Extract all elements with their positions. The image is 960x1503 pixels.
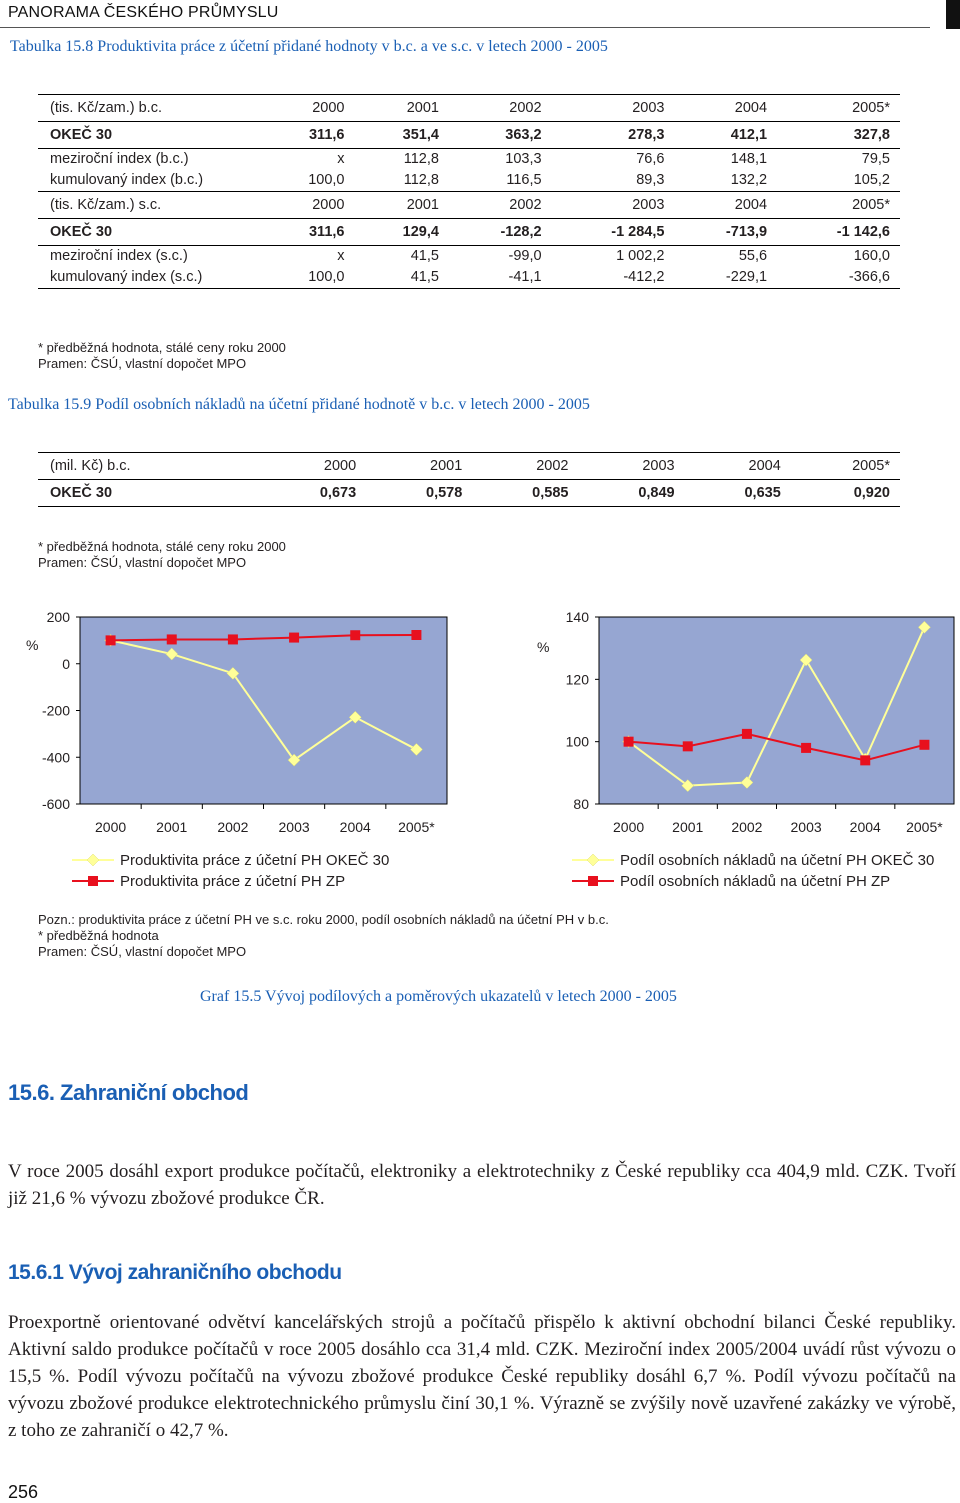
table1-note: * předběžná hodnota, stálé ceny roku 2000	[38, 340, 286, 355]
table-cell: 2003	[552, 192, 675, 219]
table-cell: 0,635	[685, 480, 791, 507]
table-cell: 0,585	[472, 480, 578, 507]
table-cell: 2004	[674, 192, 777, 219]
y-axis-label: %	[537, 639, 550, 655]
table-row	[38, 122, 900, 149]
table2-note: * předběžná hodnota, stálé ceny roku 2000	[38, 539, 286, 554]
x-tick-label: 2004	[339, 819, 371, 835]
table-row	[38, 192, 900, 219]
table-cell: 2005*	[791, 453, 900, 480]
table-row	[38, 219, 900, 246]
table2-caption: Tabulka 15.9 Podíl osobních nákladů na účetní přidané hodnotě v b.c. v letech 2000 - 2005	[8, 396, 590, 413]
row-label: (tis. Kč/zam.) b.c.	[38, 95, 260, 122]
table-cell: 2003	[552, 95, 675, 122]
table-cell: 2004	[685, 453, 791, 480]
row-label: kumulovaný index (b.c.)	[38, 170, 260, 192]
table-row	[38, 149, 900, 171]
row-label: (mil. Kč) b.c.	[38, 453, 260, 480]
table-cell: 112,8	[403, 151, 439, 167]
data-point	[683, 741, 693, 751]
table-cell: 2001	[354, 95, 448, 122]
subsection-paragraph: Proexportně orientované odvětví kancelářských strojů a počítačů přispělo k aktivní obchodní bilanci České republiky. Aktivní saldo produkce počítačů v roce 2005 dosáhlo cca 31,4 mld. CZK. Meziroční index 2005/2004 uvádí růst vývozu o 15,5 %. Podíl vývozu počítačů na vývozu zbožové produkce České republiky dosáhl 6,7 %. Podíl vývozu počítačů na vývozu zbožové produkce elektrotechnického průmyslu činí 30,1 %. Výrazně se zvýšily nově uzavřené zakázky ve výrobě, z toho ze zahraničí o 42,7 %.	[8, 1312, 956, 1441]
table2	[38, 452, 900, 507]
table-row	[38, 95, 900, 122]
legend-label: Podíl osobních nákladů na účetní PH OKEČ 30	[620, 852, 935, 869]
table-cell: -128,2	[449, 219, 552, 246]
table-cell: 2002	[449, 192, 552, 219]
table-cell: 351,4	[354, 122, 448, 149]
y-tick-label: 140	[565, 609, 589, 625]
table-cell: 2001	[366, 453, 472, 480]
table-cell: 2004	[674, 95, 777, 122]
data-point	[167, 634, 177, 644]
table-cell: 112,8	[354, 170, 448, 192]
table-cell: 116,5	[449, 170, 552, 192]
legend-label: Produktivita práce z účetní PH OKEČ 30	[120, 852, 390, 869]
table-cell: 41,5	[410, 248, 439, 264]
table1-source: Pramen: ČSÚ, vlastní dopočet MPO	[38, 356, 247, 371]
chart-note-prelim: * předběžná hodnota	[38, 928, 159, 943]
x-tick-label: 2005*	[906, 819, 943, 835]
y-axis-label: %	[26, 637, 39, 653]
legend-label: Podíl osobních nákladů na účetní PH ZP	[620, 873, 891, 890]
legend-label: Produktivita práce z účetní PH ZP	[120, 873, 346, 890]
section-heading: 15.6. Zahraniční obchod	[8, 1080, 249, 1105]
row-label: meziroční index (b.c.)	[50, 151, 189, 167]
y-tick-label: 80	[573, 796, 589, 812]
table-cell: 103,3	[505, 151, 542, 167]
table-cell: 55,6	[738, 248, 768, 264]
page-number: 256	[8, 1482, 39, 1502]
data-point	[624, 737, 634, 747]
table-cell: 89,3	[552, 170, 675, 192]
table-cell: -229,1	[674, 267, 777, 289]
row-label: kumulovaný index (s.c.)	[38, 267, 260, 289]
section-paragraph: V roce 2005 dosáhl export produkce počítačů, elektroniky a elektrotechniky z České republiky cca 404,9 mld. CZK. Tvoří již 21,6 % vývozu zbožové produkce ČR.	[8, 1161, 956, 1209]
table-cell: -713,9	[674, 219, 777, 246]
table-cell: -366,6	[777, 267, 900, 289]
row-label: OKEČ 30	[38, 480, 260, 507]
chart-source: Pramen: ČSÚ, vlastní dopočet MPO	[38, 944, 247, 959]
graf-caption: Graf 15.5 Vývoj podílových a poměrových ukazatelů v letech 2000 - 2005	[200, 988, 677, 1005]
table-cell: 2003	[578, 453, 684, 480]
table-cell: 2002	[472, 453, 578, 480]
table-cell: 0,920	[791, 480, 900, 507]
table-cell: 105,2	[777, 170, 900, 192]
table-row	[38, 453, 900, 480]
x-tick-label: 2003	[278, 819, 310, 835]
plot-area	[599, 617, 954, 804]
table-cell: 311,6	[260, 219, 354, 246]
x-tick-label: 2003	[790, 819, 822, 835]
table-row	[38, 170, 900, 192]
table-cell: x	[337, 151, 345, 167]
y-tick-label: 0	[62, 655, 70, 672]
table-cell: 2002	[449, 95, 552, 122]
table-cell: 76,6	[636, 151, 665, 167]
table-cell: 0,578	[366, 480, 472, 507]
table-cell: 132,2	[674, 170, 777, 192]
header-rule	[0, 27, 930, 28]
table-cell: -41,1	[449, 267, 552, 289]
table2-source: Pramen: ČSÚ, vlastní dopočet MPO	[38, 555, 247, 570]
table-cell: 1 002,2	[616, 248, 665, 264]
y-tick-label: 120	[565, 671, 589, 688]
data-point	[228, 634, 238, 644]
chart-productivity	[0, 600, 480, 900]
page-header-title: PANORAMA ČESKÉHO PRŮMYSLU	[8, 4, 279, 21]
table-cell: 412,1	[674, 122, 777, 149]
table-cell: 278,3	[552, 122, 675, 149]
table-cell: -1 284,5	[552, 219, 675, 246]
table-cell: 129,4	[354, 219, 448, 246]
table-row	[38, 246, 900, 268]
table-cell: 2000	[260, 192, 354, 219]
legend-marker	[587, 854, 599, 866]
table-cell: 2005*	[777, 192, 900, 219]
legend-marker	[87, 854, 99, 866]
table-cell: 363,2	[449, 122, 552, 149]
y-tick-label: -400	[41, 749, 70, 766]
x-tick-label: 2002	[731, 819, 763, 835]
y-tick-label: -200	[41, 702, 70, 719]
data-point	[411, 630, 421, 640]
x-tick-label: 2000	[95, 819, 127, 835]
table-cell: 311,6	[260, 122, 354, 149]
data-point	[350, 630, 360, 640]
y-tick-label: 100	[565, 733, 589, 750]
data-point	[742, 729, 752, 739]
data-point	[801, 743, 811, 753]
header-tab-marker	[946, 0, 960, 29]
table-cell: 327,8	[777, 122, 900, 149]
y-tick-label: -600	[41, 796, 70, 812]
table-cell: 41,5	[354, 267, 448, 289]
legend-marker	[88, 876, 98, 886]
table-cell: 100,0	[260, 170, 354, 192]
row-label: OKEČ 30	[38, 122, 260, 149]
y-tick-label: 200	[46, 609, 70, 625]
table-cell: 148,1	[730, 151, 768, 167]
table-cell: 2000	[260, 95, 354, 122]
table-cell: 2001	[354, 192, 448, 219]
x-tick-label: 2000	[613, 819, 645, 835]
table-cell: -99,0	[508, 248, 542, 264]
x-tick-label: 2001	[672, 819, 704, 835]
data-point	[289, 633, 299, 643]
x-tick-label: 2005*	[398, 819, 435, 835]
chart-note: Pozn.: produktivita práce z účetní PH ve s.c. roku 2000, podíl osobních nákladů na účetní PH v b.c.	[38, 912, 609, 927]
table-cell: 160,0	[853, 248, 890, 264]
table-cell: 0,673	[260, 480, 366, 507]
x-tick-label: 2001	[156, 819, 188, 835]
table-cell: 0,849	[578, 480, 684, 507]
table-cell: -1 142,6	[777, 219, 900, 246]
subsection-heading: 15.6.1 Vývoj zahraničního obchodu	[8, 1261, 342, 1284]
table1-caption: Tabulka 15.8 Produktivita práce z účetní přidané hodnoty v b.c. a ve s.c. v letech 2000 - 2005	[10, 38, 608, 55]
legend-marker	[588, 876, 598, 886]
table1	[38, 94, 900, 289]
row-label: OKEČ 30	[38, 219, 260, 246]
x-tick-label: 2002	[217, 819, 249, 835]
table-cell: 100,0	[260, 267, 354, 289]
table-cell: 79,5	[861, 151, 890, 167]
table-cell: 2000	[260, 453, 366, 480]
row-label: meziroční index (s.c.)	[50, 248, 188, 264]
chart-personnel-costs	[480, 600, 960, 900]
row-label: (tis. Kč/zam.) s.c.	[38, 192, 260, 219]
table-cell: x	[337, 248, 345, 264]
data-point	[860, 755, 870, 765]
data-point	[919, 740, 929, 750]
x-tick-label: 2004	[849, 819, 881, 835]
data-point	[106, 635, 116, 645]
table-row	[38, 480, 900, 507]
table-cell: -412,2	[552, 267, 675, 289]
table-cell: 2005*	[777, 95, 900, 122]
table-row	[38, 267, 900, 289]
